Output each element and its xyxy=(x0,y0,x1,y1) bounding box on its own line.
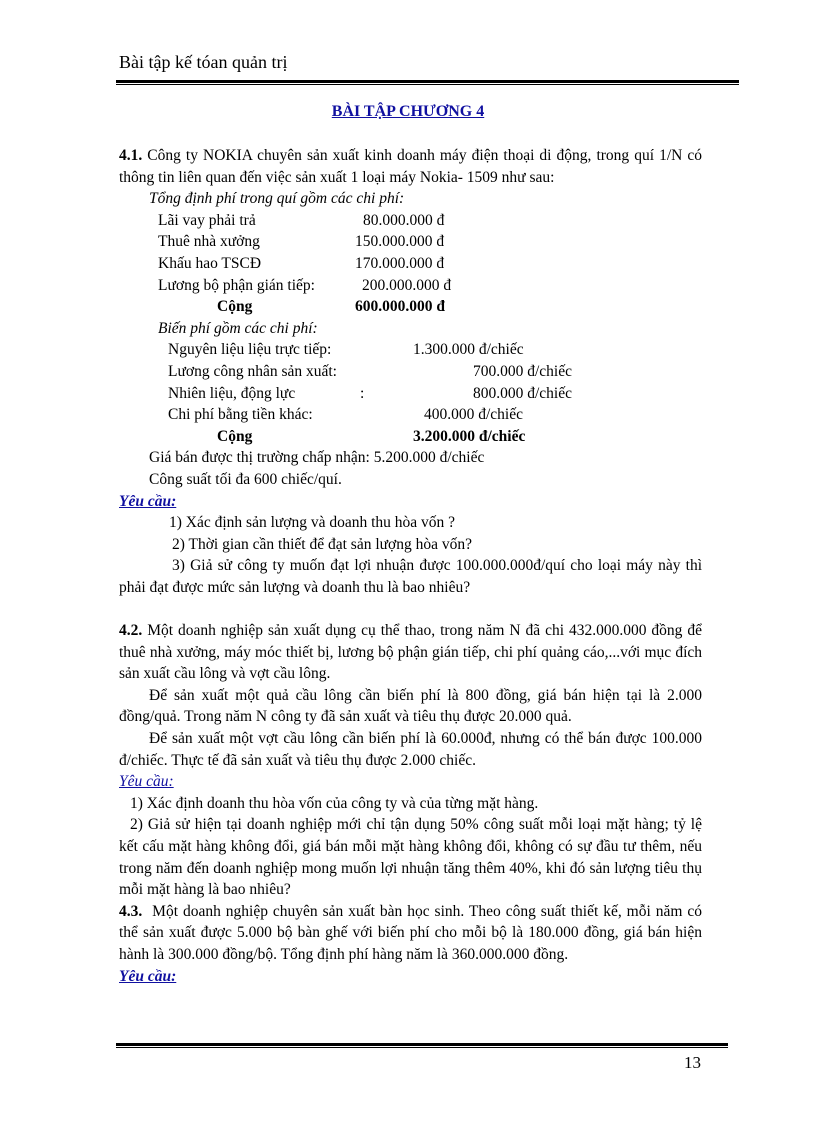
header-rule-thin xyxy=(116,84,739,85)
variable-total-value: 3.200.000 đ/chiếc xyxy=(413,427,526,445)
fixed-cost-value: 170.000.000 đ xyxy=(355,254,445,272)
ex1-req1-row xyxy=(119,512,702,534)
footer-rule-thin xyxy=(116,1047,728,1048)
variable-total-label: Cộng xyxy=(217,427,253,445)
fixed-total-row xyxy=(119,296,702,318)
variable-cost-row xyxy=(119,383,702,405)
ex2-paragraph-1-text: Một doanh nghiệp sản xuất dụng cụ thể thao, trong năm N đã chi 432.000.000 đồng để thuê nhà xưởng, máy móc thiết bị, lương bộ phận gián tiếp, chi phí quảng cáo,...với mục đích sản xuất cầu lông và vợt cầu lông. xyxy=(119,622,703,683)
ex1-fixed-heading: Tổng định phí trong quí gồm các chi phí: xyxy=(149,190,405,208)
running-header-title: Bài tập kế tóan quản trị xyxy=(119,52,288,72)
ex1-requirement-1: 1) Xác định sản lượng và doanh thu hòa vốn ? xyxy=(169,514,456,532)
fixed-cost-row xyxy=(119,231,702,253)
ex3-paragraph-1 xyxy=(119,901,702,966)
variable-total-row xyxy=(119,426,702,448)
ex2-req1-row xyxy=(119,793,702,815)
variable-cost-label: Lương công nhân sản xuất: xyxy=(168,362,337,380)
fixed-total-value: 600.000.000 đ xyxy=(355,298,445,316)
ex2-paragraph-3: Để sản xuất một vợt cầu lông cần biến phí là 60.000đ, nhưng có thể bán được 100.000 đ/chiếc. Thực tế đã sản xuất và tiêu thụ được 2.000 chiếc. xyxy=(119,730,702,769)
variable-cost-label: Chi phí bằng tiền khác: xyxy=(168,406,313,424)
ex2-requirements-label: Yêu cầu: xyxy=(119,773,174,791)
fixed-cost-row xyxy=(119,275,702,297)
ex1-variable-heading-row xyxy=(119,318,702,340)
header-rule xyxy=(116,80,739,83)
page-number: 13 xyxy=(684,1053,701,1072)
ex1-intro xyxy=(119,145,702,188)
ex1-capacity-row xyxy=(119,469,702,491)
variable-cost-value: 700.000 đ/chiếc xyxy=(473,362,573,380)
ex3-req-label-row xyxy=(119,966,702,988)
variable-cost-row xyxy=(119,404,702,426)
variable-cost-colon: : xyxy=(360,384,365,402)
ex3-paragraph-1-text: Một doanh nghiệp chuyên sản xuất bàn học sinh. Theo công suất thiết kế, mỗi năm có thể sản xuất được 5.000 bộ bàn ghế với biến phí cho mỗi bộ là 180.000 đồng, giá bán hiện hành là 300.000 đồng/bộ. Tổng định phí hàng năm là 360.000.000 đồng. xyxy=(119,902,702,963)
fixed-cost-value: 150.000.000 đ xyxy=(355,233,445,251)
fixed-cost-value: 80.000.000 đ xyxy=(363,211,445,229)
variable-cost-value: 800.000 đ/chiếc xyxy=(473,384,573,402)
ex2-paragraph-1 xyxy=(119,620,702,685)
fixed-cost-label: Khấu hao TSCĐ xyxy=(158,254,262,272)
variable-cost-row xyxy=(119,361,702,383)
fixed-cost-label: Thuê nhà xưởng xyxy=(158,233,260,251)
fixed-cost-label: Lãi vay phải trả xyxy=(158,211,256,229)
ex1-requirements-label: Yêu cầu: xyxy=(119,492,177,510)
variable-cost-value: 1.300.000 đ/chiếc xyxy=(413,341,524,359)
ex1-variable-heading: Biến phí gồm các chi phí: xyxy=(158,319,318,337)
ex1-requirement-2: 2) Thời gian cần thiết để đạt sản lượng hòa vốn? xyxy=(172,535,472,553)
footer-rule xyxy=(116,1043,728,1046)
fixed-total-label: Cộng xyxy=(217,298,253,316)
variable-cost-label: Nhiên liệu, động lực xyxy=(168,384,296,402)
ex1-number: 4.1. xyxy=(119,147,143,164)
ex3-requirements-label: Yêu cầu: xyxy=(119,967,177,985)
ex2-paragraph-2: Để sản xuất một quả cầu lông cần biến phí là 800 đồng, giá bán hiện tại là 2.000 đồng/quả. Trong năm N công ty đã sản xuất và tiêu thụ được 20.000 quả. xyxy=(119,686,702,726)
fixed-cost-label: Lương bộ phận gián tiếp: xyxy=(158,276,315,294)
fixed-cost-value: 200.000.000 đ xyxy=(362,276,452,294)
ex2-req-label-row xyxy=(119,771,702,793)
ex3-number: 4.3. xyxy=(119,902,143,920)
fixed-cost-row xyxy=(119,253,702,275)
ex2-requirement-2: 2) Giả sử hiện tại doanh nghiệp mới chỉ tận dụng 50% công suất mỗi loại mặt hàng; tỷ lệ kết cấu mặt hàng không đổi, giá bán mỗi mặt hàng không đổi, không có sự đầu tư thêm, nếu trong năm đến doanh nghiệp mong muốn lợi nhuận tăng thêm 40%, khi đó sản lượng tiêu thụ mỗi mặt hàng là bao nhiêu? xyxy=(119,816,702,899)
document-body xyxy=(119,145,702,987)
section-gap xyxy=(119,598,702,620)
variable-cost-row xyxy=(119,339,702,361)
ex1-req2-row xyxy=(119,534,702,556)
ex2-requirement-1: 1) Xác định doanh thu hòa vốn của công ty và của từng mặt hàng. xyxy=(130,794,539,812)
variable-cost-label: Nguyên liệu liệu trực tiếp: xyxy=(168,341,332,359)
ex1-intro-text: Công ty NOKIA chuyên sản xuất kinh doanh máy điện thoại di động, trong quí 1/N có thông tin liên quan đến việc sản xuất 1 loại máy Nokia- 1509 như sau: xyxy=(119,147,703,186)
ex1-capacity: Công suất tối đa 600 chiếc/quí. xyxy=(149,470,342,488)
ex1-requirement-3: 3) Giả sử công ty muốn đạt lợi nhuận được 100.000.000đ/quí cho loại máy này thì phải đạt được mức sản lượng và doanh thu là bao nhiêu? xyxy=(119,557,702,596)
fixed-cost-row xyxy=(119,210,702,232)
variable-cost-value: 400.000 đ/chiếc xyxy=(424,406,524,424)
ex1-fixed-heading-row xyxy=(119,188,702,210)
ex1-req-label-row xyxy=(119,491,702,513)
chapter-title: BÀI TẬP CHƯƠNG 4 xyxy=(331,103,485,120)
ex1-price: Giá bán được thị trường chấp nhận: 5.200.000 đ/chiếc xyxy=(149,449,485,467)
ex1-price-row xyxy=(119,447,702,469)
ex2-number: 4.2. xyxy=(119,622,143,640)
